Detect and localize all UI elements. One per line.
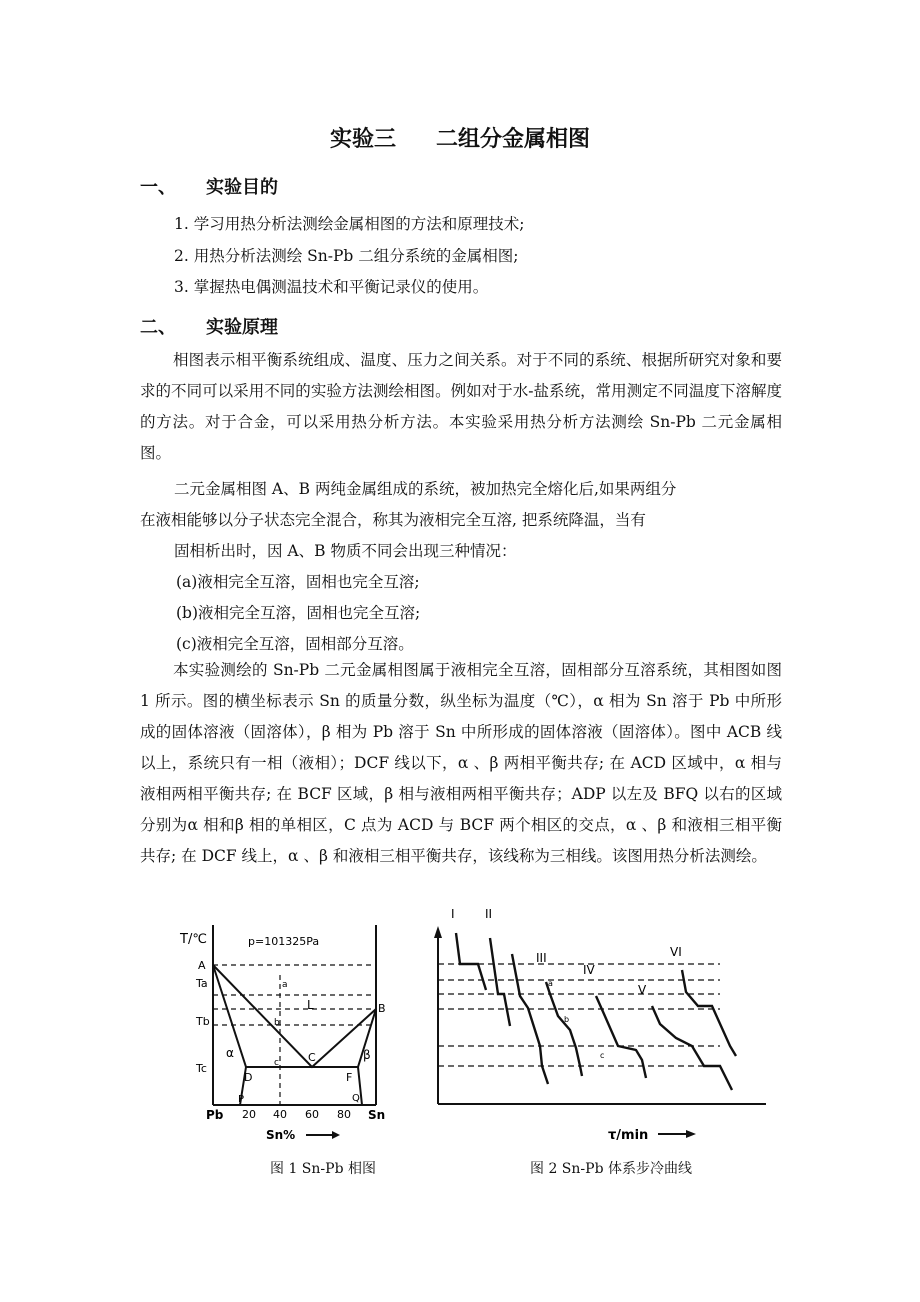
x-tick-20: 20 [242, 1108, 256, 1121]
figure-1-caption: 图 1 Sn-Pb 相图 [270, 1161, 376, 1177]
curve-label-I: I [451, 907, 455, 921]
heading-text: 实验目的 [206, 177, 278, 198]
label-L: L [307, 998, 314, 1012]
mark-b: b [564, 1015, 570, 1024]
x-axis-label: τ/min [608, 1128, 649, 1143]
x-tick-40: 40 [273, 1108, 287, 1121]
tick-Tb: Tb [196, 1015, 210, 1028]
curve-label-II: II [485, 907, 493, 921]
label-F: F [346, 1071, 353, 1084]
principle-paragraph-3 [140, 655, 782, 872]
heading-number: 一、 [140, 177, 176, 198]
title-part2: 二组分金属相图 [436, 127, 591, 152]
mark-a: a [548, 979, 553, 988]
curve-label-VI: VI [670, 945, 682, 959]
x-tick-60: 60 [305, 1108, 319, 1121]
label-P: P [238, 1094, 245, 1105]
mark-c: c [600, 1051, 605, 1060]
purpose-item-2: 2. 用热分析法测绘 Sn-Pb 二组分系统的金属相图; [174, 247, 519, 265]
case-a: (a)液相完全互溶，固相也完全互溶; [176, 573, 420, 591]
section-heading-principle [140, 313, 278, 339]
paragraph-text: 相图表示相平衡系统组成、温度、压力之间关系。对于不同的系统、根据所研究对象和要求的不同可以采用不同的实验方法测绘相图。例如对于水-盐系统，常用测定不同温度下溶解度的方法。对于合金，可以采用热分析方法。本实验采用热分析方法测绘 Sn-Pb 二元金属相图。 [140, 351, 782, 462]
x-left-Pb: Pb [206, 1108, 224, 1122]
y-axis-label: T/℃ [180, 932, 207, 947]
purpose-item-3: 3. 掌握热电偶测温技术和平衡记录仪的使用。 [174, 278, 489, 296]
heading-number: 二、 [140, 317, 176, 338]
case-c: (c)液相完全互溶，固相部分互溶。 [176, 635, 414, 653]
x-right-Sn: Sn [368, 1108, 386, 1122]
phase-diagram-figure [170, 915, 410, 1145]
paragraph-text: 本实验测绘的 Sn-Pb 二元金属相图属于液相完全互溶，固相部分互溶系统，其相图如图 1 所示。图的横坐标表示 Sn 的质量分数，纵坐标为温度（℃），α 相为 Sn 溶于 Pb 中所形成的固体溶液（固溶体），β 相为 Pb 溶于 Sn 中所形成的固体溶液（固溶体）。图中 ACB 线以上，系统只有一相（液相）；DCF 线以下，α 、β 两相平衡共存; 在 ACD 区域中，α 相与液相两相平衡共存; 在 BCF 区域，β 相与液相两相平衡共存；ADP 以左及 BFQ 以右的区域分别为α 相和β 相的单相区，C 点为 ACD 与 BCF 两个相区的交点，α 、β 和液相三相平衡共存; 在 DCF 线上，α 、β 和液相三相平衡共存，该线称为三相线。该图用热分析法测绘。 [140, 661, 782, 865]
label-Q: Q [352, 1093, 360, 1104]
label-c: c [274, 1058, 279, 1068]
case-b: (b)液相完全互溶，固相也完全互溶; [176, 604, 421, 622]
tick-A: A [198, 959, 206, 972]
tick-Ta: Ta [196, 977, 208, 990]
x-axis-label: Sn% [266, 1128, 296, 1142]
paragraph-2-line-2: 在液相能够以分子状态完全混合，称其为液相完全互溶, 把系统降温，当有 [140, 511, 646, 529]
heading-text: 实验原理 [206, 317, 278, 338]
paragraph-2-line-1: 二元金属相图 A、B 两纯金属组成的系统，被加热完全熔化后,如果两组分 [174, 480, 677, 498]
label-C: C [308, 1051, 316, 1064]
label-B: B [378, 1002, 386, 1015]
paragraph-2-line-3: 固相析出时，因 A、B 物质不同会出现三种情况： [174, 542, 517, 560]
principle-paragraph-1 [140, 345, 782, 469]
label-D: D [244, 1071, 253, 1084]
curve-label-IV: IV [583, 963, 595, 977]
tick-Tc: Tc [196, 1062, 207, 1075]
curve-label-V: V [638, 983, 647, 997]
curve-label-III: III [536, 951, 547, 965]
x-tick-80: 80 [337, 1108, 351, 1121]
section-heading-purpose [140, 173, 278, 199]
title-part1: 实验三 [329, 127, 396, 152]
purpose-item-1: 1. 学习用热分析法测绘金属相图的方法和原理技术; [174, 215, 525, 233]
cooling-curves-figure [430, 898, 780, 1146]
page-title [0, 122, 920, 153]
label-a: a [282, 980, 288, 990]
pressure-label: p=101325Pa [248, 935, 320, 948]
label-beta: β [363, 1048, 371, 1062]
label-b: b [274, 1018, 280, 1028]
figure-2-caption: 图 2 Sn-Pb 体系步冷曲线 [530, 1161, 692, 1177]
label-alpha: α [226, 1046, 234, 1060]
